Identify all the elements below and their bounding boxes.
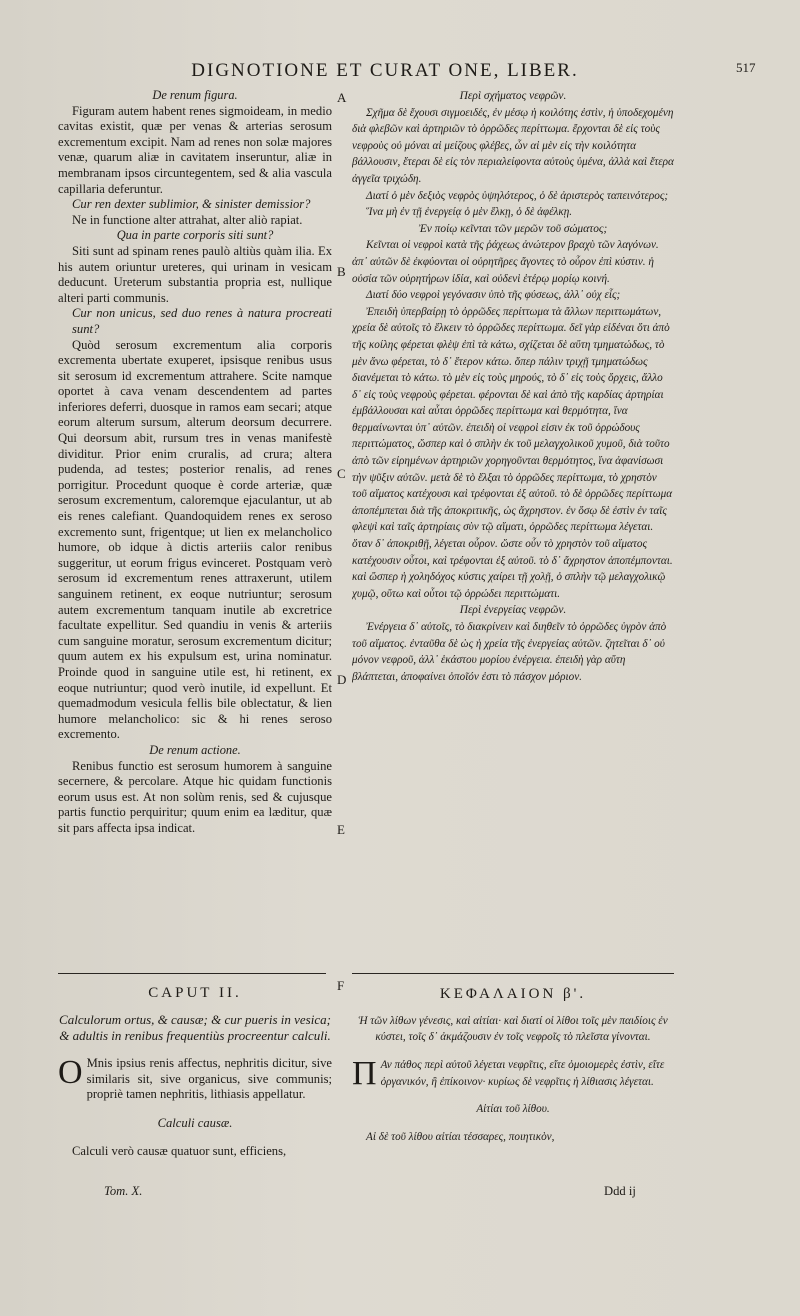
chapter-summary-greek: Ἡ τῶν λίθων γένεσις, καὶ αἰτίαι· καὶ διατί οἱ λίθοι τοῖς μὲν παιδίοις ἐν κύστει, τοῖς δ᾽ ἀκμάζουσιν ἐν τοῖς νεφροῖς τὸ πλεῖστα γίνονται. bbox=[358, 1014, 668, 1044]
subheading: De renum actione. bbox=[149, 742, 241, 757]
margin-letter-e: E bbox=[337, 822, 345, 837]
paragraph: Κεῖνται οἱ νεφροὶ κατὰ τῆς ῥάχεως ἀνώτερον βραχὺ τῶν λαγόνων. ἀπ᾽ αὐτῶν δὲ ἐκφύονται οἱ οὐρητῆρες ἄγοντες τὸ οὖρον ἐπὶ κύστιν. ἡ οὐσία τῶν οὐρητήρων ἰδία, καὶ οὐδενὶ ἑτέρῳ μορίῳ κοινή. bbox=[352, 239, 659, 285]
chapter-text-2: Calculi verò causæ quatuor sunt, efficiens, bbox=[72, 1143, 287, 1158]
chapter-title-latin: CAPUT II. bbox=[148, 985, 242, 1001]
drop-capital: Π bbox=[352, 1054, 377, 1092]
divider-right bbox=[352, 973, 674, 974]
chapter-greek bbox=[352, 986, 674, 1157]
chapter-latin bbox=[58, 986, 332, 1172]
margin-letter-c: C bbox=[337, 466, 346, 481]
subheading: Calculi causæ. bbox=[157, 1115, 233, 1130]
paragraph: Ἵνα μὴ ἐν τῇ ἐνεργείᾳ ὁ μὲν ἕλκῃ, ὁ δὲ ἀφέλκῃ. bbox=[366, 206, 573, 219]
question-heading: Cur non unicus, sed duo renes à natura procreati sunt? bbox=[72, 306, 332, 336]
subheading: Ἐν ποίῳ κεῖνται τῶν μερῶν τοῦ σώματος; bbox=[418, 222, 608, 235]
subheading: Περὶ ἐνεργείας νεφρῶν. bbox=[459, 604, 567, 617]
greek-column bbox=[352, 88, 674, 968]
margin-letter-d: D bbox=[337, 672, 347, 687]
chapter-paragraph-latin bbox=[58, 1056, 332, 1103]
signature-mark: Ddd ij bbox=[604, 1184, 636, 1198]
chapter-text-2: Αἱ δὲ τοῦ λίθου αἰτίαι τέσσαρες, ποιητικὸν, bbox=[366, 1131, 555, 1144]
paragraph: Quòd serosum excrementum alia corporis excrementa ubertate exuperet, ipsisque renibus usus sit serosum id excrementum attrahere. Scite namque oportet à cava venam descendentem ad partes inferiores deferri, duosque in ramos eam secari; atque eorum alterum sursum, alterum deorsum decurrere. Qui deorsum abit, rursum tres in venas manifestè dividitur. Prior enim cruralis, ad crura; altera pudenda, ad testes; posterior renalis, ad renes porrigitur. Procedunt quoque è corde arteriæ, quæ serosum excrementum, caloremque ejaculantur, ut ab eis renes calefiant. Quandoquidem renes ex seroso excremento sunt, frigentque; ut lien ex melancholico humore, ob idque à dictis arteriis calor renibus suggeritur, ut eorum frigus evinceret. Postquam verò serosum id excrementum renes attraxerunt, utilem sanguinem retinent, ex eoque nutriuntur; serosum autem excrementum tanquam inutile ab excretrice facultate expellitur. Sed quandiu in venis & arteriis cum sanguine moratur, serosum excrementum dicitur; quum autem ex his expulsum est, urina nominatur. Proinde quod in sanguine utile est, hi retinent, ex eoque nutriuntur; quod verò inutile, id expellunt. Et quemadmodum vesicula fellis bile oblectatur, & lien humore melancholico: sic & hi renes seroso excremento. bbox=[58, 337, 332, 742]
paragraph: Διατί ὁ μὲν δεξιὸς νεφρὸς ὑψηλότερος, ὁ δὲ ἀριστερὸς ταπεινότερος; bbox=[366, 189, 669, 202]
paragraph: Ἐπειδὴ ὑπερβαίρῃ τὸ ὀρρῶδες περίττωμα τὰ ἄλλων περιττωμάτων, χρεία δὲ αὐτοῖς τὸ ἕλκειν τὸ ὀρρῶδες περίττωμα. δεῖ γὰρ εἰδέναι ὅτι ἀπὸ τῆς κοίλης φέρεται φλὲψ ἐπὶ τὰ κάτω, σχίζεται δὲ αὕτη τμηματώδως, τὸ μὲν ἄνω φέρεται, τὸ δ᾽ ἕτερον κάτω. ὅπερ πάλιν τριχῇ τμηματώδως διανέμεται τὸ κάτω. τὸ μὲν εἰς τοὺς μηρούς, τὸ δ᾽ εἰς τοὺς ὄρχεις, ἄλλο δ᾽ εἰς τοὺς νεφροὺς φέρεται. φέρονται δὲ καὶ ἀπὸ τῆς καρδίας ἀρτηρίαι ἐμβάλλουσαι καὶ αὗται ὀρρῶδες περίττωμα καὶ θερμότητα, ἵνα θερμαίνωνται ὑπ᾽ αὐτῶν. ἐπειδὴ οἱ νεφροὶ εἰσιν ἐκ τοῦ ὀρρώδους περιττώματος, ὥσπερ καὶ ὁ σπλὴν ἐκ τοῦ μελαγχολικοῦ χυμοῦ, διὰ τοῦτο ἀπὸ τῶν εἰρημένων ἀρτηριῶν χορηγοῦνται θερμότητος, ἵνα ἀφανίσωσι τὴν ψῦξιν αὐτῶν. μετὰ δὲ τὸ ἕλξαι τὸ ὀρρῶδες περίττωμα, τὸ χρηστὸν τοῦ αἵματος κατέχουσι καὶ τρέφονται ἐξ αὐτοῦ. τὸ δὲ ὀρρῶδες περίττωμα ἀποπέμπεται διὰ τῆς ἀποκριτικῆς, ὡς ἄχρηστον. ἐν ὅσῳ δὲ ἐστὶν ἐν ταῖς φλεψὶ καὶ ταῖς ἀρτηρίαις σὺν τῷ αἵματι, ὀρρῶδες περίττωμα λέγεται. ὅταν δ᾽ ἀποκριθῇ, λέγεται οὖρον. ὥστε οὖν τὸ χρηστὸν τοῦ αἵματος κατέχουσιν οὗτοι, καὶ τρέφονται ἐξ αὐτοῦ. τὸ δ᾽ ἄχρηστον ἀποπέμπονται. καὶ ὥσπερ ἡ χοληδόχος κύστις χαίρει τῇ χολῇ, ὁ σπλὴν τῷ μελαγχολικῷ χυμῷ, οὕτω καὶ οὗτοι τῷ ὀρρώδει περιττώματι. bbox=[352, 305, 673, 600]
chapter-text: Mnis ipsius renis affectus, nephritis dicitur, sive similaris sit, sive organicus, sive communis; propriè tamen nephritis, lithiasis appellatur. bbox=[86, 1056, 332, 1102]
paragraph: Ne in functione alter attrahat, alter aliò rapiat. bbox=[72, 212, 303, 227]
page-number: 517 bbox=[736, 60, 756, 75]
catchword: Tom. X. bbox=[104, 1184, 143, 1198]
chapter-paragraph-greek bbox=[352, 1054, 674, 1092]
subheading: Αἰτίαι τοῦ λίθου. bbox=[476, 1103, 550, 1116]
drop-capital: O bbox=[58, 1054, 83, 1092]
subheading: De renum figura. bbox=[152, 88, 238, 102]
subheading: Περὶ σχήματος νεφρῶν. bbox=[459, 90, 567, 102]
latin-column bbox=[58, 88, 332, 968]
subheading: Qua in parte corporis siti sunt? bbox=[116, 228, 274, 243]
margin-letter-f: F bbox=[337, 978, 345, 993]
chapter-text: Αν πάθος περὶ αὐτοῦ λέγεται νεφρῖτις, εἴτε ὁμοιομερὲς ἐστὶν, εἴτε ὀργανικόν, ἢ ἐπίκοινον· κυρίως δὲ νεφρῖτις ἡ λίθιασις λέγεται. bbox=[380, 1058, 665, 1088]
paragraph: Renibus functio est serosum humorem à sanguine secernere, & percolare. Atque hic quidam functionis eorum usus est. At non solùm renis, sed & cujusque partis functio perquiritur; quum enim ea læditur, quæ sit pars affecta ipsa indicat. bbox=[58, 758, 332, 835]
chapter-summary-latin: Calculorum ortus, & causæ; & cur pueris in vesica; & adultis in renibus frequentiùs procreentur calculi. bbox=[59, 1011, 331, 1043]
running-title: DIGNOTIONE ET CURAT ONE, LIBER. bbox=[191, 60, 579, 81]
paragraph: Ἐνέργεια δ᾽ αὐτοῖς, τὸ διακρίνειν καὶ διηθεῖν τὸ ὀρρῶδες ὑγρὸν ἀπὸ τοῦ αἵματος. ἐνταῦθα δὲ ὡς ἡ χρεία τῆς ἐνεργείας αὐτῶν. ζητεῖται δ᾽ οὐ μόνον νεφροῦ, ἀλλ᾽ ἑκάστου μορίου ἐνέργεια. ἐπειδὴ γὰρ αὕτη βλάπτεται, ἀποφαίνει ὁποῖόν ἐστι τὸ πάσχον μόριον. bbox=[352, 621, 667, 683]
divider-left bbox=[58, 973, 326, 974]
paragraph: Siti sunt ad spinam renes paulò altiùs quàm ilia. Ex his autem oriuntur ureteres, qui urinam in vesicam deducunt. Ureterum substantia propria est, nullique alteri parti communis. bbox=[58, 243, 332, 305]
paragraph: Διατί δύο νεφροὶ γεγόνασιν ὑπὸ τῆς φύσεως, ἀλλ᾽ οὐχ εἷς; bbox=[366, 289, 621, 302]
chapter-title-greek: ΚΕΦΑΛΑΙΟΝ β'. bbox=[439, 986, 587, 1002]
paragraph: Figuram autem habent renes sigmoideam, in medio cavitas existit, quæ per venas & arterias serosum excrementum excipit. Nam ad renes non solæ majores venæ, quarum aliæ in cavitatem inseruntur, aliæ in membranam ipsos circuntegentem, sed & alia vascula capillaria deferuntur. bbox=[58, 103, 332, 196]
paragraph: Σχῆμα δὲ ἔχουσι σιγμοειδές, ἐν μέσῳ ἡ κοιλότης ἐστὶν, ἡ ὑποδεχομένη διὰ φλεβῶν καὶ ἀρτηριῶν τὸ ὀρρῶδες περίττωμα. ἔρχονται δὲ εἰς τοὺς νεφροὺς οὐ μόναι αἱ μείζους φλέβες, ὧν αἱ μὲν εἰς τὴν κοιλότητα βάλλουσιν, ἕτεραι δὲ εἰς τὸν περιαλείφοντα αὐτοὺς ὑμένα, ἀλλὰ καὶ ἕτερα ἀγγεῖα τριχώδη. bbox=[352, 106, 674, 185]
question-heading: Cur ren dexter sublimior, & sinister demissior? bbox=[72, 197, 311, 212]
margin-letter-b: B bbox=[337, 264, 346, 279]
margin-letter-a: A bbox=[337, 90, 347, 105]
